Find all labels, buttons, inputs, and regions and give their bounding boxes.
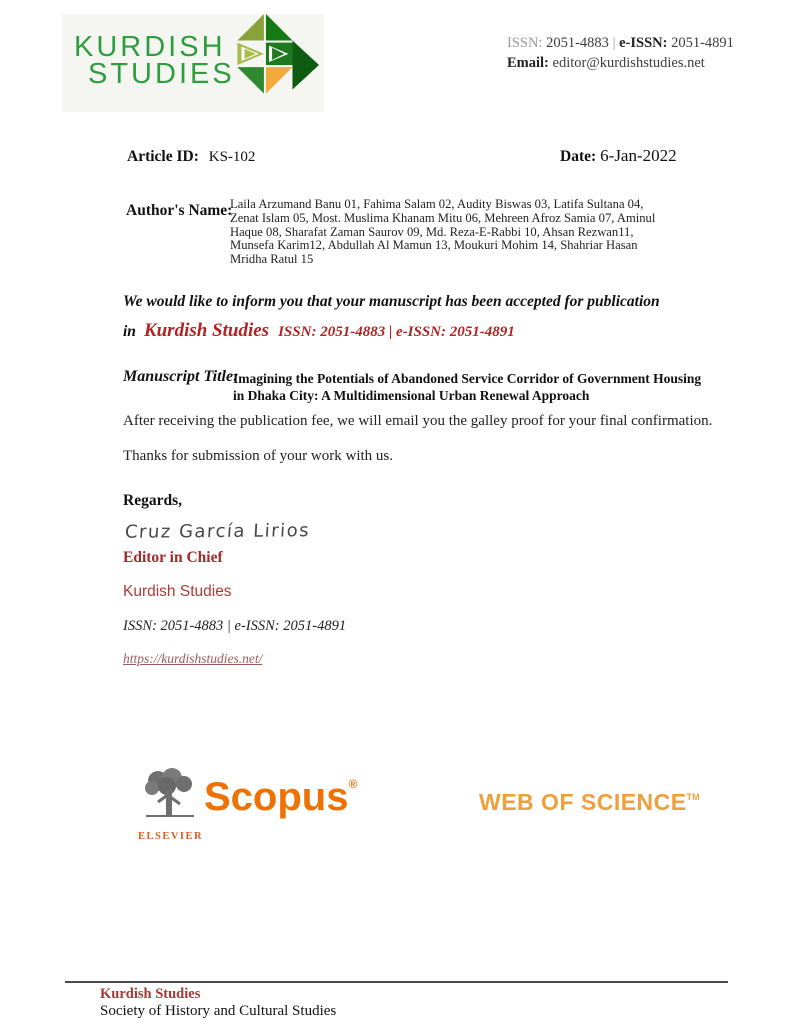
elsevier-logo bbox=[138, 768, 202, 842]
footer-society-name: Society of History and Cultural Studies bbox=[100, 1003, 337, 1019]
scopus-registered-mark: ® bbox=[348, 777, 358, 791]
signer-organization: Kurdish Studies bbox=[123, 583, 232, 600]
eissn-label: e-ISSN: bbox=[619, 35, 668, 51]
issn-separator: | bbox=[612, 35, 616, 51]
email-value: editor@kurdishstudies.net bbox=[552, 55, 705, 71]
article-id-value: KS-102 bbox=[208, 149, 256, 165]
journal-logo-wordmark bbox=[74, 31, 235, 90]
journal-website-link[interactable]: https://kurdishstudies.net/ bbox=[123, 651, 263, 666]
acceptance-line-2 bbox=[123, 320, 515, 342]
eissn-value: 2051-4891 bbox=[671, 35, 734, 51]
acceptance-in-word: in bbox=[123, 323, 136, 340]
editor-signature: Cruz García Lirios bbox=[124, 520, 311, 543]
scopus-wordmark: Scopus bbox=[204, 775, 349, 819]
authors-value: Laila Arzumand Banu 01, Fahima Salam 02, Audity Biswas 03, Latifa Sultana 04, Zenat Islam 05, Most. Muslima Khanam Mitu 06, Mehreen Afroz Samia 07, Aminul Haque 08, Sharafat Zaman Saurov 09, Md. Reza-E-Rabbi 10, Ahsan Rezwan11, Munsefa Karim12, Abdullah Al Mamun 13, Moukuri Mohim 14, Shahriar Hasan Mridha Ratul 15 bbox=[230, 197, 656, 267]
elsevier-wordmark: ELSEVIER bbox=[138, 831, 204, 842]
logo-line-1: KURDISH bbox=[74, 31, 226, 63]
journal-issn: ISSN: 2051-4883 | e-ISSN: 2051-4891 bbox=[278, 324, 515, 340]
paragraph-thanks: Thanks for submission of your work with us. bbox=[123, 448, 393, 464]
paragraph-fee-galley: After receiving the publication fee, we will email you the galley proof for your final confirmation. bbox=[123, 413, 713, 429]
article-id-row bbox=[127, 148, 255, 166]
logo-line-2: STUDIES bbox=[88, 58, 235, 90]
header-email-line bbox=[507, 53, 734, 73]
authors-label: Author's Name: bbox=[126, 202, 233, 219]
scopus-logo bbox=[204, 775, 357, 820]
article-id-label: Article ID: bbox=[127, 148, 199, 165]
journal-name: Kurdish Studies bbox=[143, 320, 270, 341]
header-issn-line bbox=[507, 33, 734, 53]
wos-wordmark: WEB OF SCIENCE bbox=[479, 789, 687, 815]
issn-value: 2051-4883 bbox=[546, 35, 609, 51]
manuscript-title-value: Imagining the Potentials of Abandoned Service Corridor of Government Housing in Dhaka City: A Multidimensional Urban Renewal Approach bbox=[233, 371, 702, 403]
web-of-science-logo bbox=[479, 789, 700, 816]
signer-role: Editor in Chief bbox=[123, 549, 223, 566]
date-row bbox=[560, 146, 677, 166]
header-issn-block bbox=[507, 33, 734, 73]
regards-text: Regards, bbox=[123, 492, 182, 509]
elsevier-tree-icon bbox=[140, 768, 200, 824]
manuscript-title-label: Manuscript Title: bbox=[123, 368, 239, 385]
email-label: Email: bbox=[507, 55, 549, 71]
date-value: 6-Jan-2022 bbox=[600, 146, 677, 165]
wos-trademark: TM bbox=[686, 792, 700, 802]
signature-issn-line: ISSN: 2051-4883 | e-ISSN: 2051-4891 bbox=[123, 618, 347, 634]
issn-label: ISSN: bbox=[507, 35, 543, 51]
footer-org-name: Kurdish Studies bbox=[100, 986, 201, 1002]
journal-logo bbox=[62, 14, 324, 112]
footer-divider bbox=[65, 981, 728, 983]
date-label: Date: bbox=[560, 148, 597, 165]
acceptance-line-1: We would like to inform you that your manuscript has been accepted for publication bbox=[123, 293, 660, 310]
